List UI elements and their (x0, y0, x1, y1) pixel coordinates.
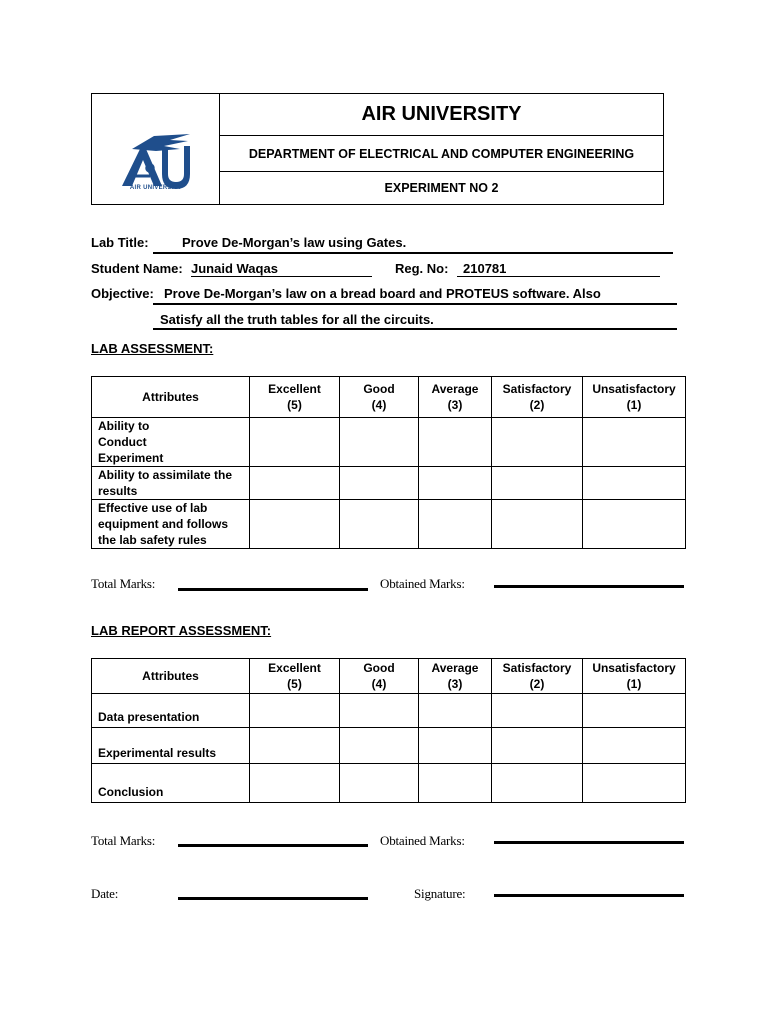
attribute-cell: Ability to Conduct Experiment (92, 418, 250, 467)
header-average: Average (3) (419, 659, 492, 694)
objective-underline-1 (153, 303, 677, 305)
score-cell[interactable] (250, 500, 340, 549)
header-good: Good (4) (340, 377, 419, 418)
table-header-row (92, 659, 686, 694)
date-line[interactable] (178, 897, 368, 900)
score-cell[interactable] (583, 764, 686, 803)
header-box (91, 93, 664, 205)
date-label: Date: (91, 886, 119, 901)
report-obtained-marks-label: Obtained Marks: (380, 833, 465, 848)
header-good: Good (4) (340, 659, 419, 694)
attribute-cell: Conclusion (92, 764, 250, 803)
score-cell[interactable] (340, 764, 419, 803)
signature-line[interactable] (494, 894, 684, 897)
objective-underline-2 (153, 328, 677, 330)
score-cell[interactable] (492, 764, 583, 803)
score-cell[interactable] (492, 418, 583, 467)
experiment-number: EXPERIMENT NO 2 (384, 181, 499, 195)
header-satisfactory: Satisfactory (2) (492, 659, 583, 694)
logo-text: AIR UNIVERSITY (129, 185, 183, 191)
score-cell[interactable] (492, 694, 583, 728)
score-cell[interactable] (250, 764, 340, 803)
table-header-row (92, 377, 686, 418)
header-average: Average (3) (419, 377, 492, 418)
lab-title-underline (153, 252, 673, 254)
department-title: DEPARTMENT OF ELECTRICAL AND COMPUTER ENGINEERING (220, 136, 663, 172)
score-cell[interactable] (492, 500, 583, 549)
header-attributes: Attributes (92, 377, 250, 418)
obtained-marks-label: Obtained Marks: (380, 576, 465, 591)
table-row (92, 764, 686, 803)
score-cell[interactable] (419, 694, 492, 728)
score-cell[interactable] (419, 467, 492, 500)
score-cell[interactable] (419, 500, 492, 549)
obtained-marks-line[interactable] (494, 585, 684, 588)
table-row (92, 694, 686, 728)
score-cell[interactable] (250, 728, 340, 764)
report-total-marks-label: Total Marks: (91, 833, 156, 848)
score-cell[interactable] (250, 418, 340, 467)
header-excellent: Excellent (5) (250, 659, 340, 694)
score-cell[interactable] (250, 467, 340, 500)
score-cell[interactable] (583, 500, 686, 549)
lab-title-value: Prove De-Morgan’s law using Gates. (182, 235, 407, 250)
score-cell[interactable] (340, 418, 419, 467)
score-cell[interactable] (583, 418, 686, 467)
header-satisfactory: Satisfactory (2) (492, 377, 583, 418)
score-cell[interactable] (583, 467, 686, 500)
score-cell[interactable] (419, 764, 492, 803)
score-cell[interactable] (419, 418, 492, 467)
student-name-value: Junaid Waqas (191, 261, 278, 276)
student-name-underline (191, 276, 372, 277)
score-cell[interactable] (250, 694, 340, 728)
score-cell[interactable] (583, 728, 686, 764)
score-cell[interactable] (419, 728, 492, 764)
lab-assessment-table (91, 376, 686, 549)
lab-assessment-title: LAB ASSESSMENT: (91, 341, 214, 356)
signature-label: Signature: (414, 886, 466, 901)
reg-no-label: Reg. No: (395, 261, 449, 276)
header-unsatisfactory: Unsatisfactory (1) (583, 659, 686, 694)
attribute-cell: Ability to assimilate the results (92, 467, 250, 500)
objective-line2: Satisfy all the truth tables for all the circuits. (160, 312, 434, 327)
header-attributes: Attributes (92, 659, 250, 694)
lab-title-label: Lab Title: (91, 235, 149, 250)
score-cell[interactable] (492, 728, 583, 764)
attribute-cell: Data presentation (92, 694, 250, 728)
score-cell[interactable] (340, 694, 419, 728)
total-marks-line[interactable] (178, 588, 368, 591)
table-row (92, 467, 686, 500)
lab-report-assessment-table (91, 658, 686, 803)
logo-cell (92, 94, 220, 204)
header-unsatisfactory: Unsatisfactory (1) (583, 377, 686, 418)
reg-no-value: 210781 (463, 261, 507, 276)
reg-no-underline (457, 276, 660, 277)
score-cell[interactable] (583, 694, 686, 728)
attribute-cell: Effective use of lab equipment and follows the lab safety rules (92, 500, 250, 549)
score-cell[interactable] (340, 467, 419, 500)
attribute-cell: Experimental results (92, 728, 250, 764)
report-total-marks-line[interactable] (178, 844, 368, 847)
table-row (92, 500, 686, 549)
report-obtained-marks-line[interactable] (494, 841, 684, 844)
table-row (92, 418, 686, 467)
score-cell[interactable] (492, 467, 583, 500)
total-marks-label: Total Marks: (91, 576, 156, 591)
objective-line1: Prove De-Morgan’s law on a bread board and PROTEUS software. Also (164, 286, 601, 301)
table-row (92, 728, 686, 764)
university-title: AIR UNIVERSITY (220, 94, 663, 136)
objective-label: Objective: (91, 286, 154, 301)
score-cell[interactable] (340, 728, 419, 764)
student-name-label: Student Name: (91, 261, 183, 276)
score-cell[interactable] (340, 500, 419, 549)
lab-report-assessment-title: LAB REPORT ASSESSMENT: (91, 623, 272, 638)
header-excellent: Excellent (5) (250, 377, 340, 418)
